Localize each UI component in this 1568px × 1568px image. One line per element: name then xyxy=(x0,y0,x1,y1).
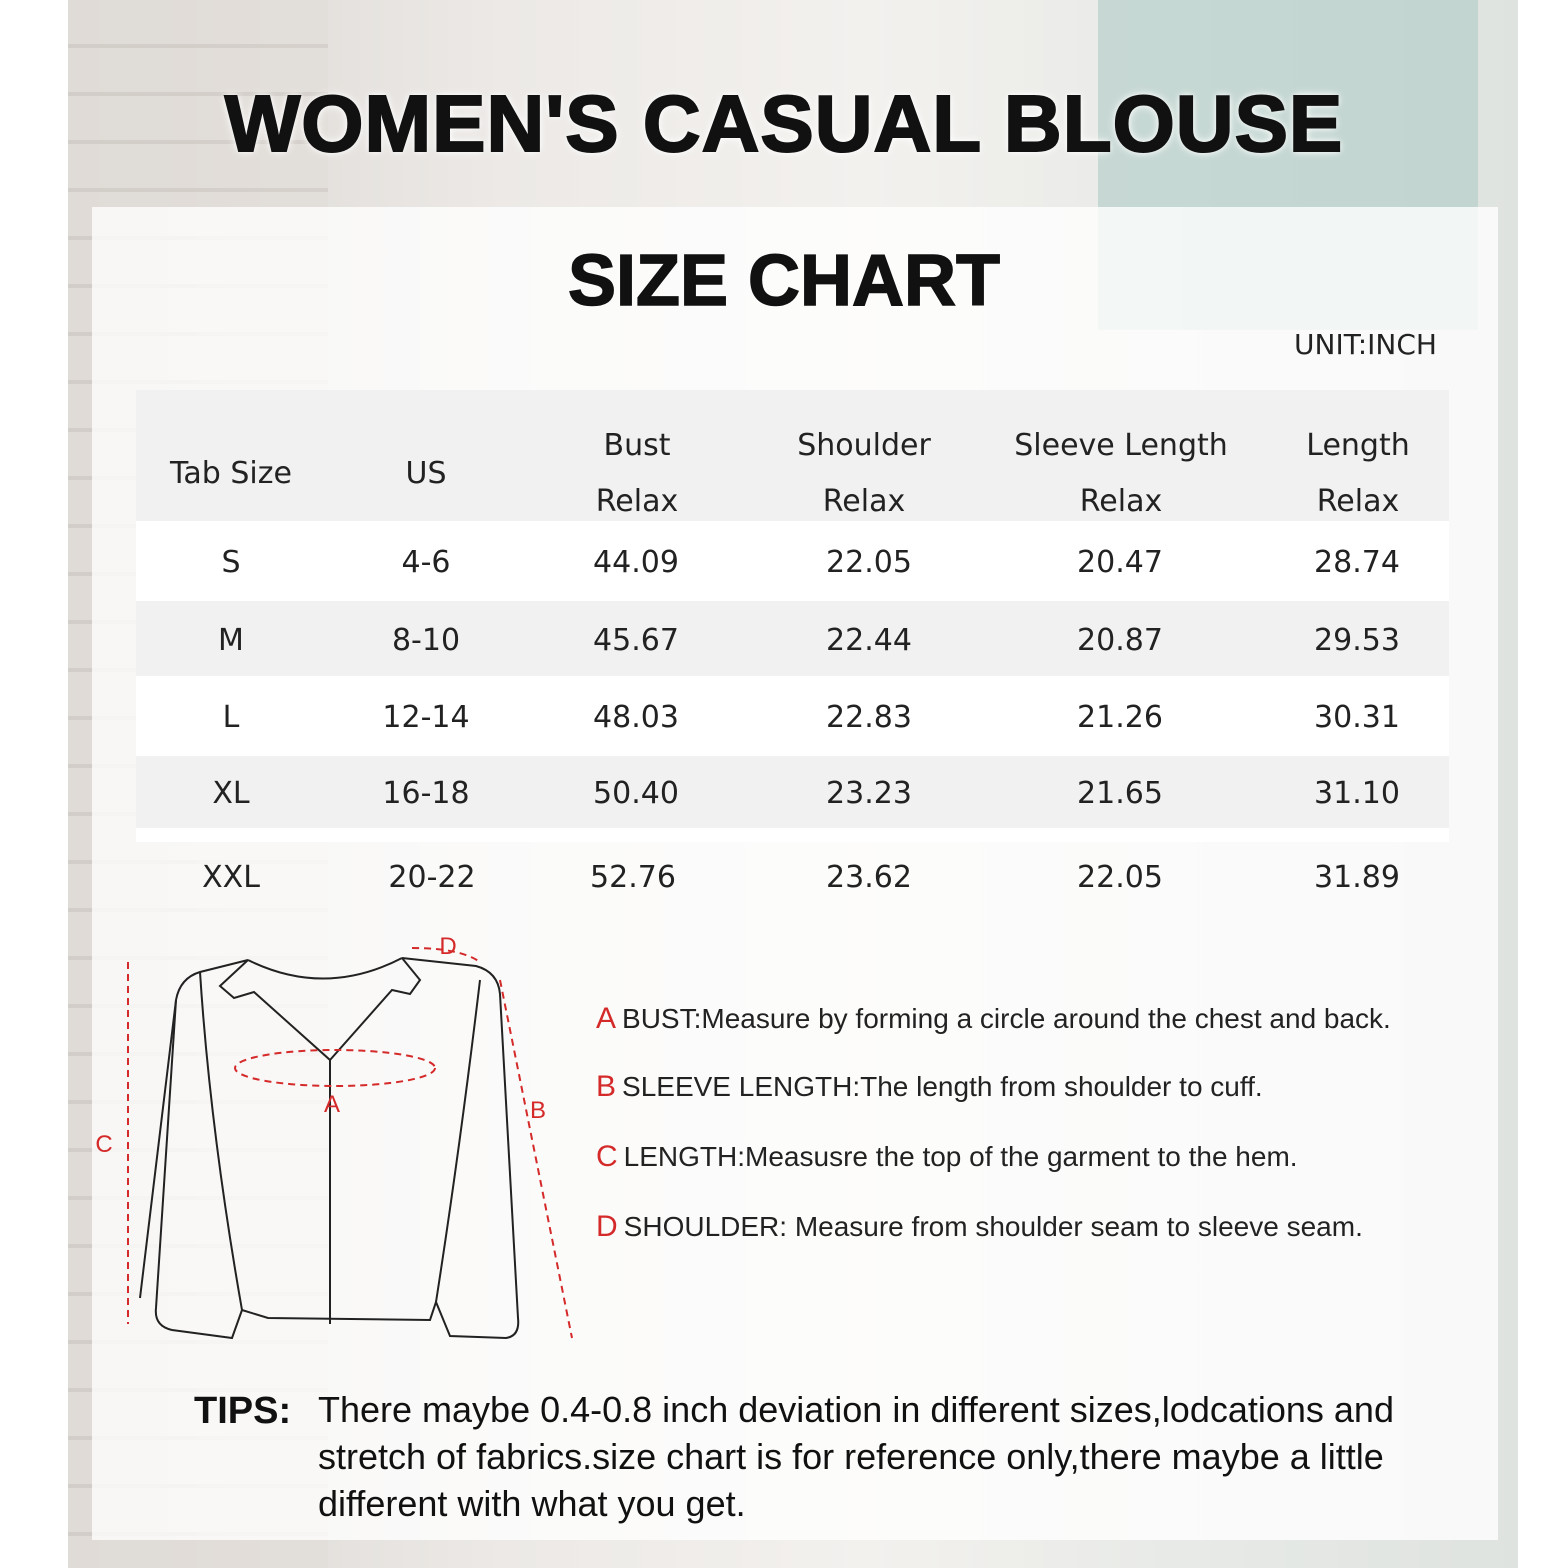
cell-length: 29.53 xyxy=(1314,623,1400,658)
table-header-row xyxy=(136,390,1449,521)
diagram-label-d: D xyxy=(439,933,457,960)
cell-bust: 44.09 xyxy=(593,545,679,580)
cell-tab-size: L xyxy=(222,700,240,735)
measurement-a xyxy=(596,1002,1391,1036)
measurement-text: SHOULDER: Measure from shoulder seam to sleeve seam. xyxy=(623,1211,1363,1242)
tips-label: TIPS: xyxy=(194,1390,292,1432)
measurement-text: LENGTH:Measusre the top of the garment to the hem. xyxy=(623,1141,1298,1172)
page-subtitle: SIZE CHART xyxy=(568,241,1000,321)
measurement-d xyxy=(596,1210,1363,1244)
cell-tab-size: XXL xyxy=(202,860,260,895)
cell-us: 8-10 xyxy=(391,623,461,658)
header-bust: Bust Relax xyxy=(595,428,679,519)
table-row xyxy=(136,842,1449,912)
measurement-letter: B xyxy=(596,1070,617,1103)
table-row xyxy=(136,676,1449,756)
table-row xyxy=(136,756,1449,828)
measurement-text: SLEEVE LENGTH:The length from shoulder to cuff. xyxy=(622,1071,1263,1102)
cell-shoulder: 23.62 xyxy=(826,860,912,895)
cell-bust: 48.03 xyxy=(593,700,679,735)
cell-us: 4-6 xyxy=(401,545,451,580)
cell-shoulder: 22.44 xyxy=(826,623,912,658)
measure-lines xyxy=(128,948,572,1338)
diagram-label-b: B xyxy=(529,1097,547,1124)
table-row xyxy=(136,521,1449,601)
cell-length: 30.31 xyxy=(1314,700,1400,735)
diagram-label-a: A xyxy=(323,1091,341,1118)
cell-shoulder: 22.05 xyxy=(826,545,912,580)
header-length: Length Relax xyxy=(1306,428,1410,519)
measurement-letter: C xyxy=(596,1140,618,1173)
page-title: WOMEN'S CASUAL BLOUSE xyxy=(224,79,1344,168)
table-row xyxy=(136,601,1449,676)
table-row xyxy=(136,828,1449,842)
header-tab-size: Tab Size xyxy=(170,456,292,491)
cell-us: 20-22 xyxy=(388,860,476,895)
measurement-b xyxy=(596,1070,1263,1104)
cell-sleeve-length: 20.47 xyxy=(1077,545,1163,580)
cell-shoulder: 23.23 xyxy=(826,776,912,811)
cell-bust: 45.67 xyxy=(593,623,679,658)
blouse-outline xyxy=(140,958,518,1338)
cell-tab-size: M xyxy=(218,623,244,658)
cell-sleeve-length: 21.26 xyxy=(1077,700,1163,735)
blouse-diagram xyxy=(80,928,590,1348)
tips-text: There maybe 0.4-0.8 inch deviation in different sizes,lodcations and stretch of fabrics.size chart is for reference only,there maybe a little different with what you get. xyxy=(318,1389,1394,1524)
cell-tab-size: XL xyxy=(212,776,250,811)
cell-sleeve-length: 21.65 xyxy=(1077,776,1163,811)
cell-length: 31.89 xyxy=(1314,860,1400,895)
header-sleeve-length: Sleeve Length Relax xyxy=(1014,428,1228,519)
cell-sleeve-length: 20.87 xyxy=(1077,623,1163,658)
measurement-letter: A xyxy=(596,1002,617,1035)
measurement-letter: D xyxy=(596,1210,618,1243)
cell-us: 16-18 xyxy=(382,776,470,811)
cell-shoulder: 22.83 xyxy=(826,700,912,735)
header-us: US xyxy=(405,456,447,491)
cell-sleeve-length: 22.05 xyxy=(1077,860,1163,895)
cell-us: 12-14 xyxy=(382,700,470,735)
measurement-c xyxy=(596,1140,1298,1174)
diagram-label-c: C xyxy=(95,1131,113,1158)
header-shoulder: Shoulder Relax xyxy=(797,428,931,519)
cell-length: 28.74 xyxy=(1314,545,1400,580)
cell-length: 31.10 xyxy=(1314,776,1400,811)
cell-bust: 52.76 xyxy=(590,860,676,895)
cell-tab-size: S xyxy=(221,545,241,580)
unit-label: UNIT:INCH xyxy=(1294,328,1437,361)
cell-bust: 50.40 xyxy=(593,776,679,811)
measurement-text: BUST:Measure by forming a circle around the chest and back. xyxy=(622,1003,1391,1034)
